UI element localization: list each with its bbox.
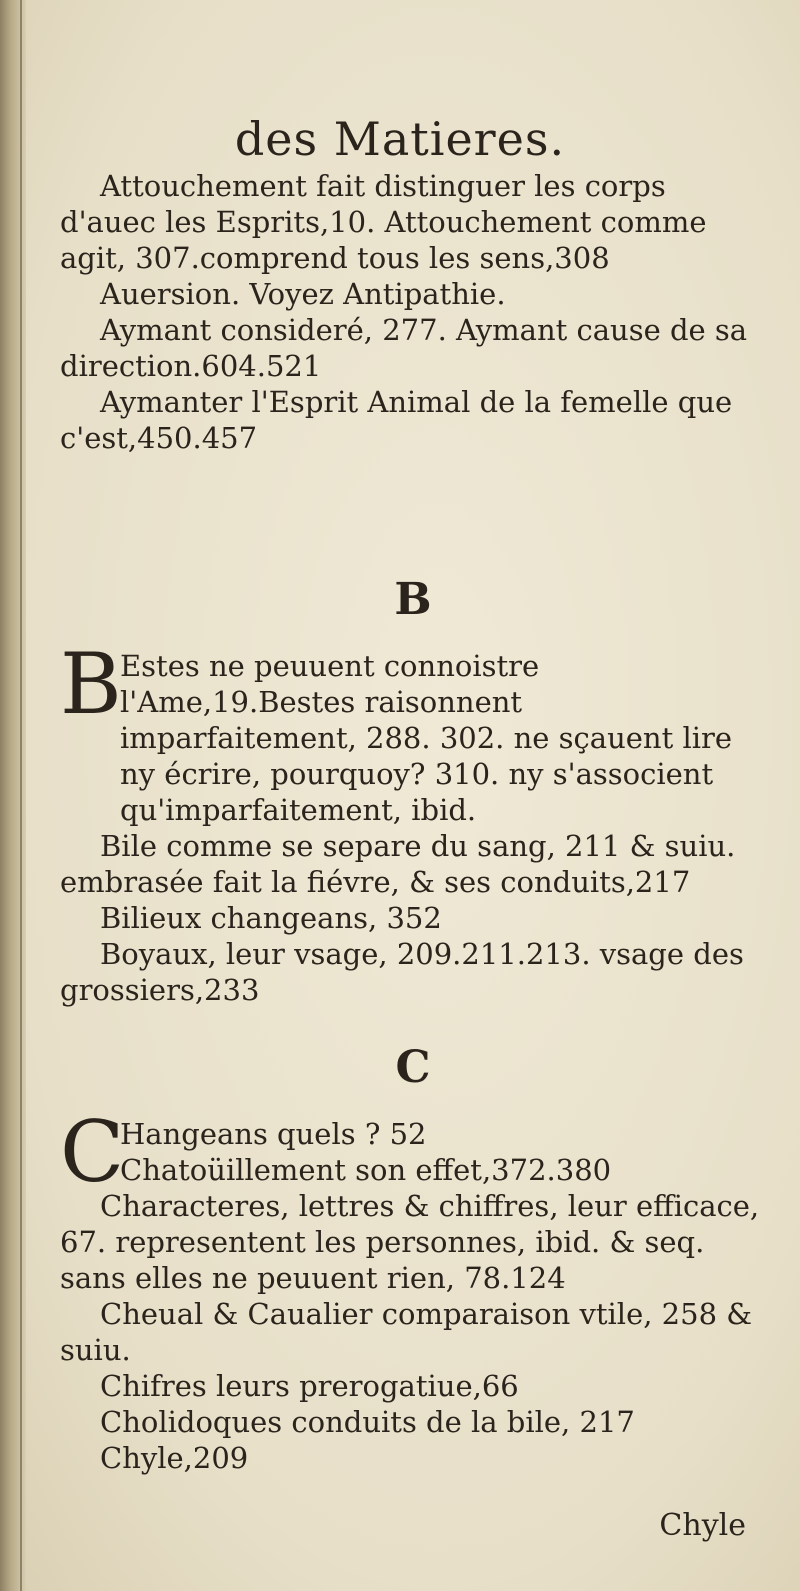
page-header: des Matieres. bbox=[234, 112, 566, 166]
index-entry: Boyaux, leur vsage, 209.211.213. vsage des grossiers,233 bbox=[60, 937, 744, 1007]
index-entry-text: Estes ne peuuent connoistre l'Ame,19.Bestes raisonnent imparfaitement, 288. 302. ne sçauent lire ny écrire, pourquoy? 310. ny s'associent qu'imparfaitement, ibid. bbox=[120, 649, 733, 827]
index-entry: Cholidoques conduits de la bile, 217 bbox=[100, 1405, 635, 1439]
index-entry: Characteres, lettres & chiffres, leur efficace, 67. representent les personnes, ibid. & seq. sans elles ne peuuent rien, 78.124 bbox=[60, 1189, 760, 1295]
section-b bbox=[60, 540, 766, 1476]
index-entry: Chifres leurs prerogatiue,66 bbox=[100, 1369, 519, 1403]
index-entry: Bilieux changeans, 352 bbox=[100, 901, 442, 935]
index-entry: Aymanter l'Esprit Animal de la femelle que c'est,450.457 bbox=[60, 385, 733, 455]
gutter-line bbox=[20, 0, 22, 1591]
drop-cap-b: B bbox=[60, 635, 122, 733]
section-letter-c: C bbox=[395, 1042, 431, 1093]
index-entry: Auersion. Voyez Antipathie. bbox=[100, 277, 506, 311]
index-entry: Aymant consideré, 277. Aymant cause de sa direction.604.521 bbox=[60, 313, 748, 383]
index-entry: Attouchement fait distinguer les corps d'auec les Esprits,10. Attouchement comme agit, 307.comprend tous les sens,308 bbox=[60, 169, 707, 275]
index-entry-dropcap bbox=[60, 635, 766, 828]
index-entry: Cheual & Caualier comparaison vtile, 258 & suiu. bbox=[60, 1297, 753, 1367]
section-letter-b: B bbox=[394, 574, 432, 625]
index-entry-text: Chatoüillement son effet,372.380 bbox=[120, 1153, 612, 1187]
index-entry-text: Hangeans quels ? 52 bbox=[120, 1117, 427, 1151]
page-gutter bbox=[0, 0, 26, 1591]
index-entry: Chyle,209 bbox=[100, 1441, 249, 1475]
drop-cap-c: C bbox=[60, 1103, 125, 1201]
index-entry: Bile comme se separe du sang, 211 & suiu. embrasée fait la fiévre, & ses conduits,217 bbox=[60, 829, 736, 899]
index-entry-dropcap bbox=[60, 1103, 766, 1201]
catchword: Chyle bbox=[659, 1508, 746, 1543]
section-a bbox=[60, 168, 766, 456]
